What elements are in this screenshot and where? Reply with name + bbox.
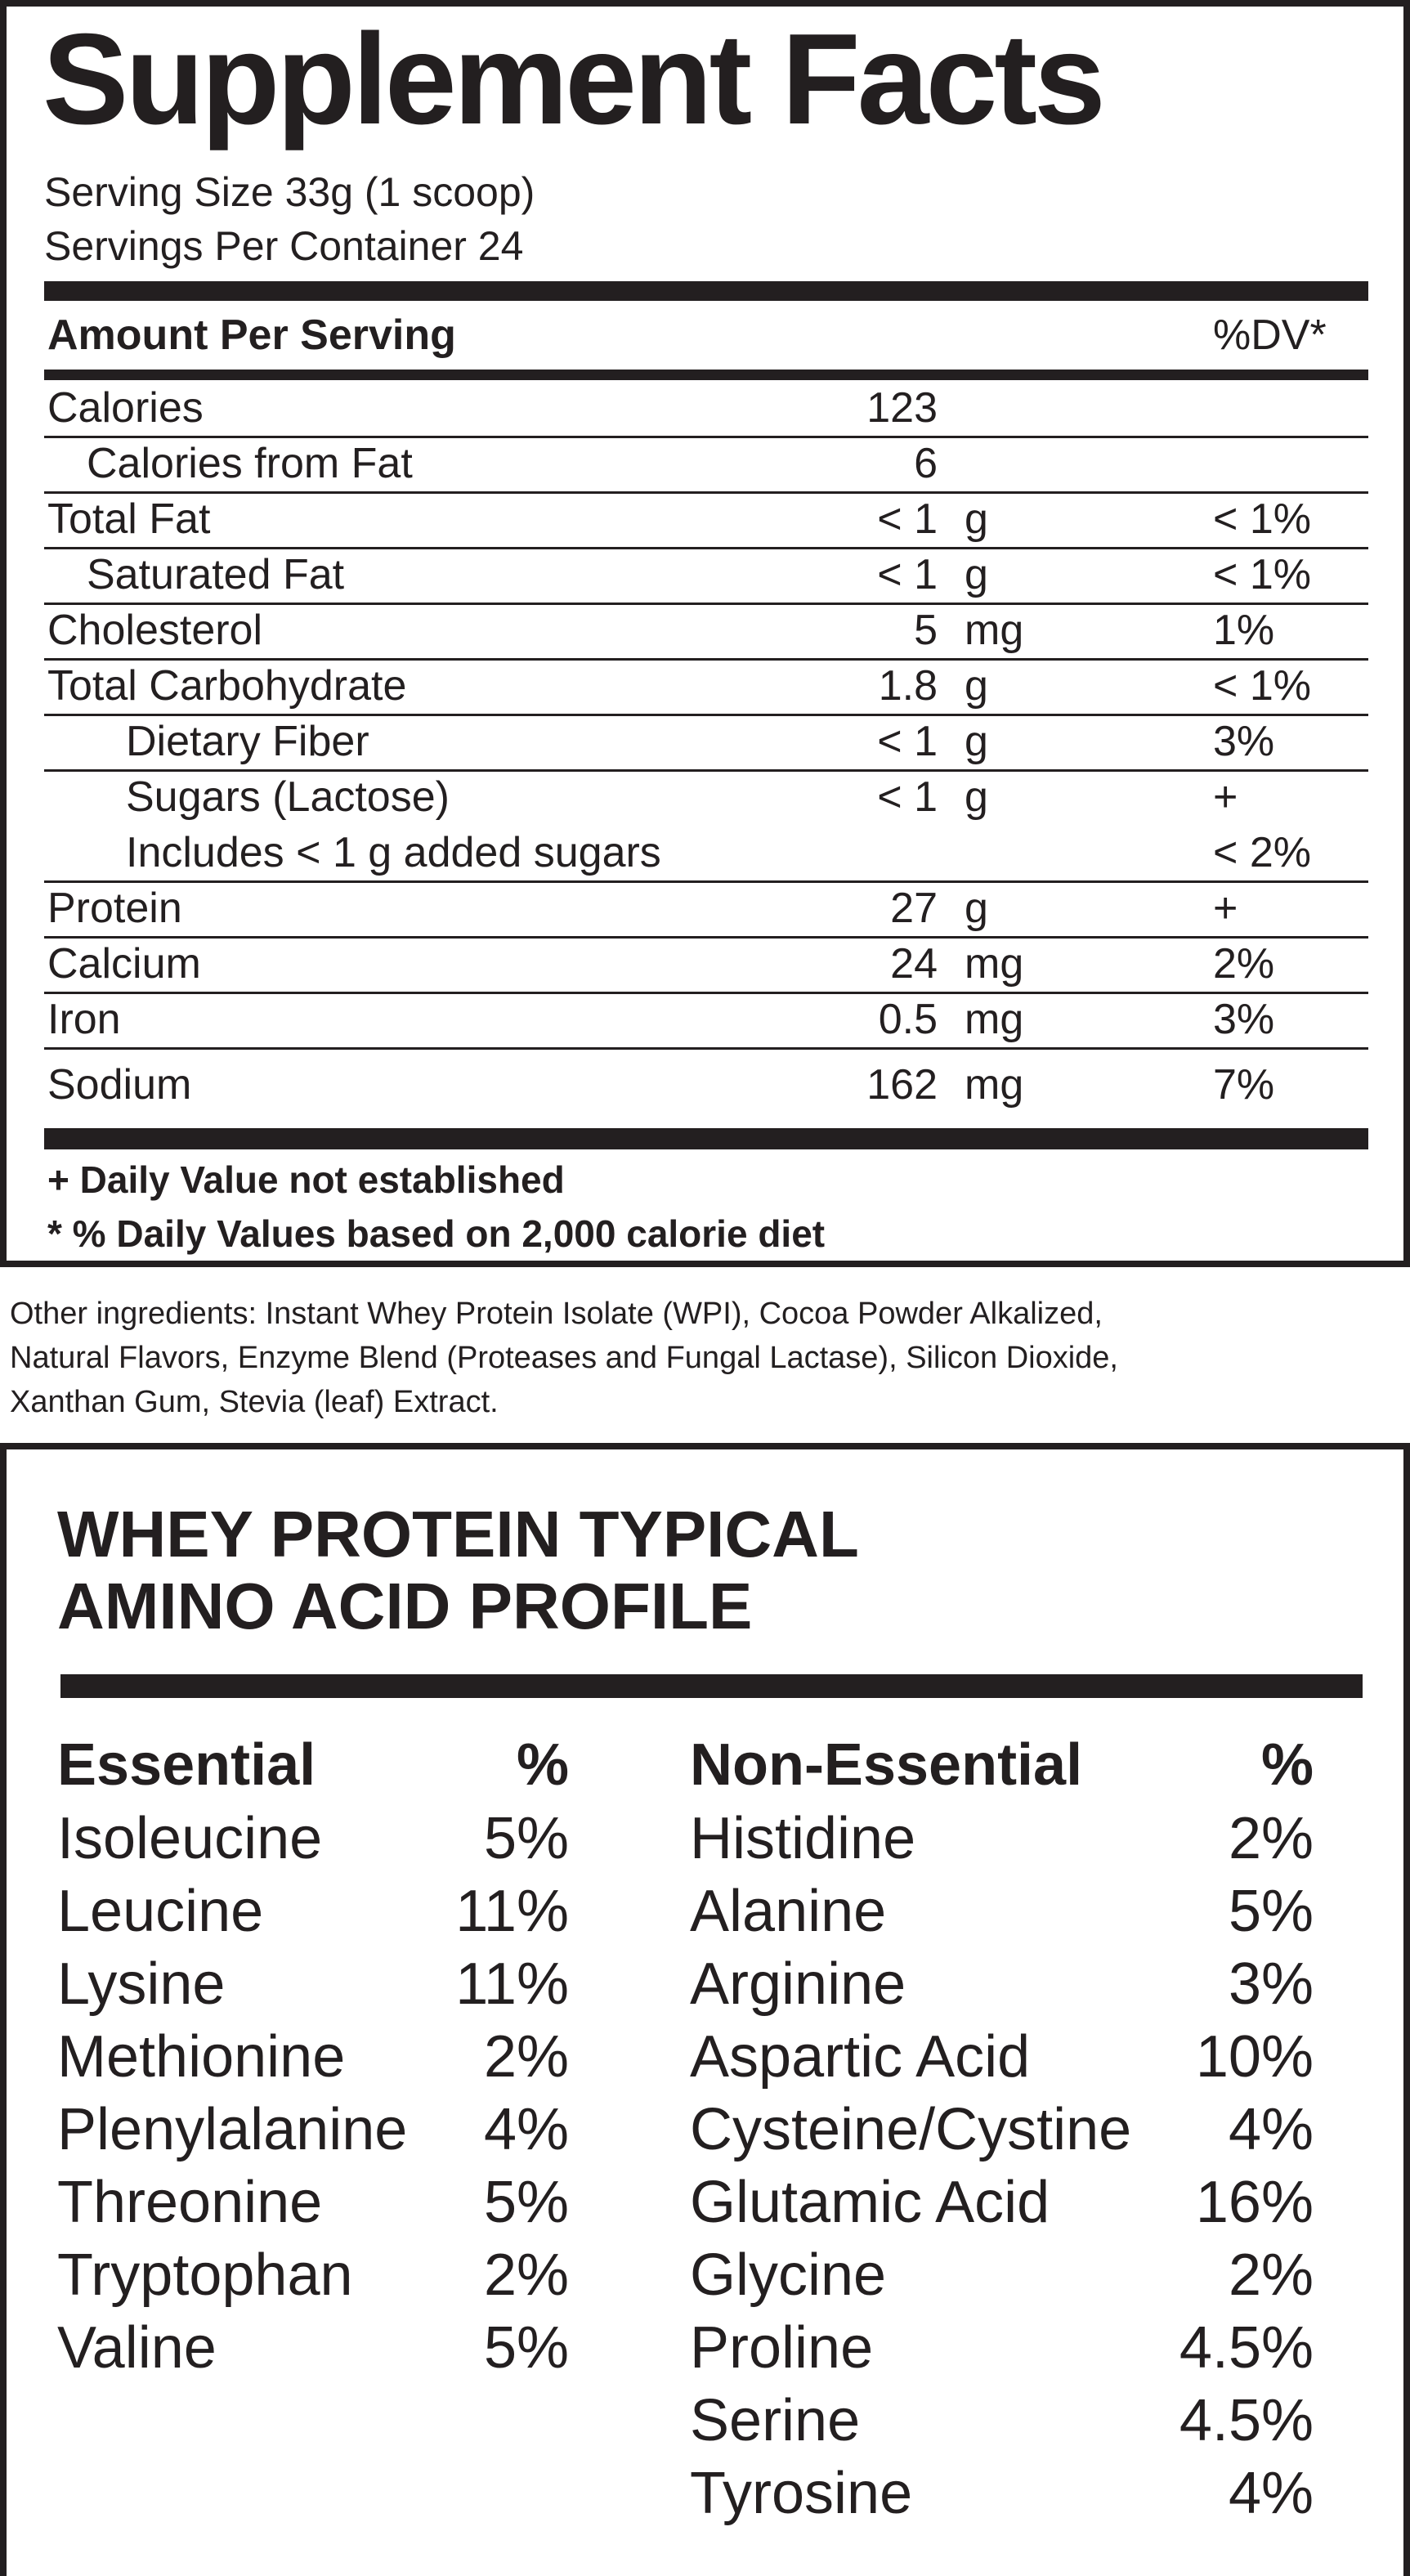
nonessential-amino-pct: 2% — [1228, 2242, 1314, 2308]
nonessential-amino-pct: 4.5% — [1179, 2388, 1314, 2453]
nutrient-name: Total Carbohydrate — [47, 662, 407, 710]
nutrient-name: Calcium — [47, 940, 201, 988]
nonessential-amino-pct: 4% — [1228, 2097, 1314, 2162]
nutrient-unit: g — [965, 662, 988, 710]
nonessential-amino-pct: 2% — [1228, 1806, 1314, 1871]
essential-amino-name: Lysine — [57, 1951, 226, 2017]
nutrient-unit: g — [965, 885, 988, 932]
thick-divider-bottom — [44, 1128, 1368, 1149]
nutrient-name: Total Fat — [47, 495, 211, 543]
nutrient-row-iron — [44, 992, 1368, 1050]
amino-divider — [60, 1674, 1363, 1698]
nutrient-dv: 1% — [1213, 607, 1275, 654]
essential-amino-name: Valine — [57, 2315, 217, 2381]
nutrient-name: Dietary Fiber — [126, 718, 369, 765]
nutrient-unit: g — [965, 718, 988, 765]
nutrient-name: Includes < 1 g added sugars — [126, 829, 661, 876]
nutrient-dv: 3% — [1213, 996, 1275, 1043]
essential-amino-pct: 5% — [483, 2170, 569, 2235]
dv-header: %DV* — [1213, 311, 1327, 359]
footnote-plus: + Daily Value not established — [47, 1158, 565, 1201]
nonessential-amino-pct: 16% — [1195, 2170, 1314, 2235]
nonessential-amino-pct: 4% — [1228, 2461, 1314, 2526]
nonessential-amino-pct: 5% — [1228, 1879, 1314, 1944]
medium-divider — [44, 370, 1368, 380]
facts-title: Supplement Facts — [43, 7, 1103, 151]
nonessential-amino-name: Alanine — [690, 1879, 887, 1944]
nutrient-amount: 27 — [890, 885, 938, 932]
supplement-facts-panel — [0, 0, 1410, 1267]
nutrient-row-sugars — [44, 769, 1368, 825]
nutrient-amount: 6 — [914, 440, 938, 487]
amino-title-line2: AMINO ACID PROFILE — [57, 1570, 753, 1642]
nutrient-unit: g — [965, 773, 988, 821]
essential-amino-name: Leucine — [57, 1879, 264, 1944]
essential-header: Essential — [57, 1732, 316, 1798]
nonessential-amino-name: Histidine — [690, 1806, 916, 1871]
nonessential-amino-name: Serine — [690, 2388, 861, 2453]
nonessential-amino-name: Cysteine/Cystine — [690, 2097, 1132, 2162]
essential-amino-pct: 5% — [483, 1806, 569, 1871]
essential-amino-name: Threonine — [57, 2170, 323, 2235]
essential-amino-pct: 4% — [483, 2097, 569, 2162]
nutrient-row-cholesterol — [44, 603, 1368, 661]
nonessential-amino-pct: 10% — [1195, 2024, 1314, 2090]
nutrient-dv: < 2% — [1213, 829, 1311, 876]
nutrient-dv: < 1% — [1213, 551, 1311, 598]
nutrient-amount: 162 — [866, 1061, 938, 1109]
nutrient-unit: g — [965, 495, 988, 543]
nutrient-row-sodium — [44, 1047, 1368, 1121]
other-ingredients — [10, 1292, 1399, 1424]
nutrient-name: Cholesterol — [47, 607, 263, 654]
essential-amino-name: Tryptophan — [57, 2242, 353, 2308]
nutrient-amount: 0.5 — [878, 996, 938, 1043]
nonessential-amino-pct: 3% — [1228, 1951, 1314, 2017]
nutrient-row-protein — [44, 880, 1368, 939]
nutrient-unit: mg — [965, 1061, 1024, 1109]
nonessential-pct-header: % — [1260, 1732, 1314, 1798]
nonessential-amino-name: Tyrosine — [690, 2461, 913, 2526]
nutrient-row-total-fat — [44, 491, 1368, 549]
essential-amino-pct: 2% — [483, 2024, 569, 2090]
nutrient-unit: g — [965, 551, 988, 598]
essential-amino-name: Isoleucine — [57, 1806, 323, 1871]
footnote-star: * % Daily Values based on 2,000 calorie diet — [47, 1212, 826, 1255]
nutrient-name: Sodium — [47, 1061, 192, 1109]
nutrient-name: Iron — [47, 996, 121, 1043]
amount-per-serving-header: Amount Per Serving — [47, 311, 456, 359]
nonessential-amino-name: Arginine — [690, 1951, 906, 2017]
nutrient-row-calories-from-fat — [44, 436, 1368, 494]
amino-acid-profile-panel — [0, 1443, 1410, 2576]
amino-title-line1: WHEY PROTEIN TYPICAL — [57, 1498, 859, 1570]
nutrient-unit: mg — [965, 996, 1024, 1043]
nonessential-amino-name: Aspartic Acid — [690, 2024, 1031, 2090]
nutrient-amount: < 1 — [877, 773, 938, 821]
nutrient-row-calories — [44, 380, 1368, 438]
essential-amino-pct: 11% — [455, 1951, 569, 2017]
servings-per-container: Servings Per Container 24 — [44, 223, 524, 269]
nutrient-row-added-sugars — [44, 825, 1368, 883]
nutrient-dv: + — [1213, 773, 1238, 821]
nutrient-amount: < 1 — [877, 495, 938, 543]
nutrient-dv: + — [1213, 885, 1238, 932]
essential-amino-name: Methionine — [57, 2024, 346, 2090]
nutrient-unit: mg — [965, 607, 1024, 654]
nutrient-amount: < 1 — [877, 718, 938, 765]
nutrient-name: Sugars (Lactose) — [126, 773, 450, 821]
ingredients-line: Other ingredients: Instant Whey Protein Isolate (WPI), Cocoa Powder Alkalized, — [10, 1297, 1103, 1331]
essential-amino-pct: 5% — [483, 2315, 569, 2381]
nutrient-name: Saturated Fat — [87, 551, 345, 598]
nutrient-amount: 24 — [890, 940, 938, 988]
nutrient-dv: < 1% — [1213, 495, 1311, 543]
nonessential-amino-name: Glutamic Acid — [690, 2170, 1050, 2235]
nonessential-amino-name: Proline — [690, 2315, 874, 2381]
nutrient-amount: 123 — [866, 384, 938, 432]
nutrient-dv: 7% — [1213, 1061, 1275, 1109]
ingredients-line: Xanthan Gum, Stevia (leaf) Extract. — [10, 1385, 499, 1419]
nutrient-amount: 5 — [914, 607, 938, 654]
nutrient-amount: 1.8 — [878, 662, 938, 710]
essential-amino-name: Plenylalanine — [57, 2097, 408, 2162]
nutrient-name: Calories from Fat — [87, 440, 413, 487]
nutrient-name: Calories — [47, 384, 204, 432]
nonessential-amino-name: Glycine — [690, 2242, 887, 2308]
nutrient-dv: 3% — [1213, 718, 1275, 765]
nonessential-header: Non-Essential — [690, 1732, 1083, 1798]
nutrient-row-total-carbohydrate — [44, 658, 1368, 716]
nutrient-amount: < 1 — [877, 551, 938, 598]
thick-divider-top — [44, 281, 1368, 301]
nutrient-row-dietary-fiber — [44, 714, 1368, 772]
essential-pct-header: % — [516, 1732, 569, 1798]
serving-size: Serving Size 33g (1 scoop) — [44, 169, 535, 215]
nutrient-row-calcium — [44, 936, 1368, 994]
nutrient-dv: 2% — [1213, 940, 1275, 988]
nutrient-row-saturated-fat — [44, 547, 1368, 605]
ingredients-line: Natural Flavors, Enzyme Blend (Proteases and Fungal Lactase), Silicon Dioxide, — [10, 1341, 1118, 1375]
nutrient-dv: < 1% — [1213, 662, 1311, 710]
nutrient-unit: mg — [965, 940, 1024, 988]
essential-amino-pct: 11% — [455, 1879, 569, 1944]
nutrient-name: Protein — [47, 885, 182, 932]
essential-amino-pct: 2% — [483, 2242, 569, 2308]
nonessential-amino-pct: 4.5% — [1179, 2315, 1314, 2381]
